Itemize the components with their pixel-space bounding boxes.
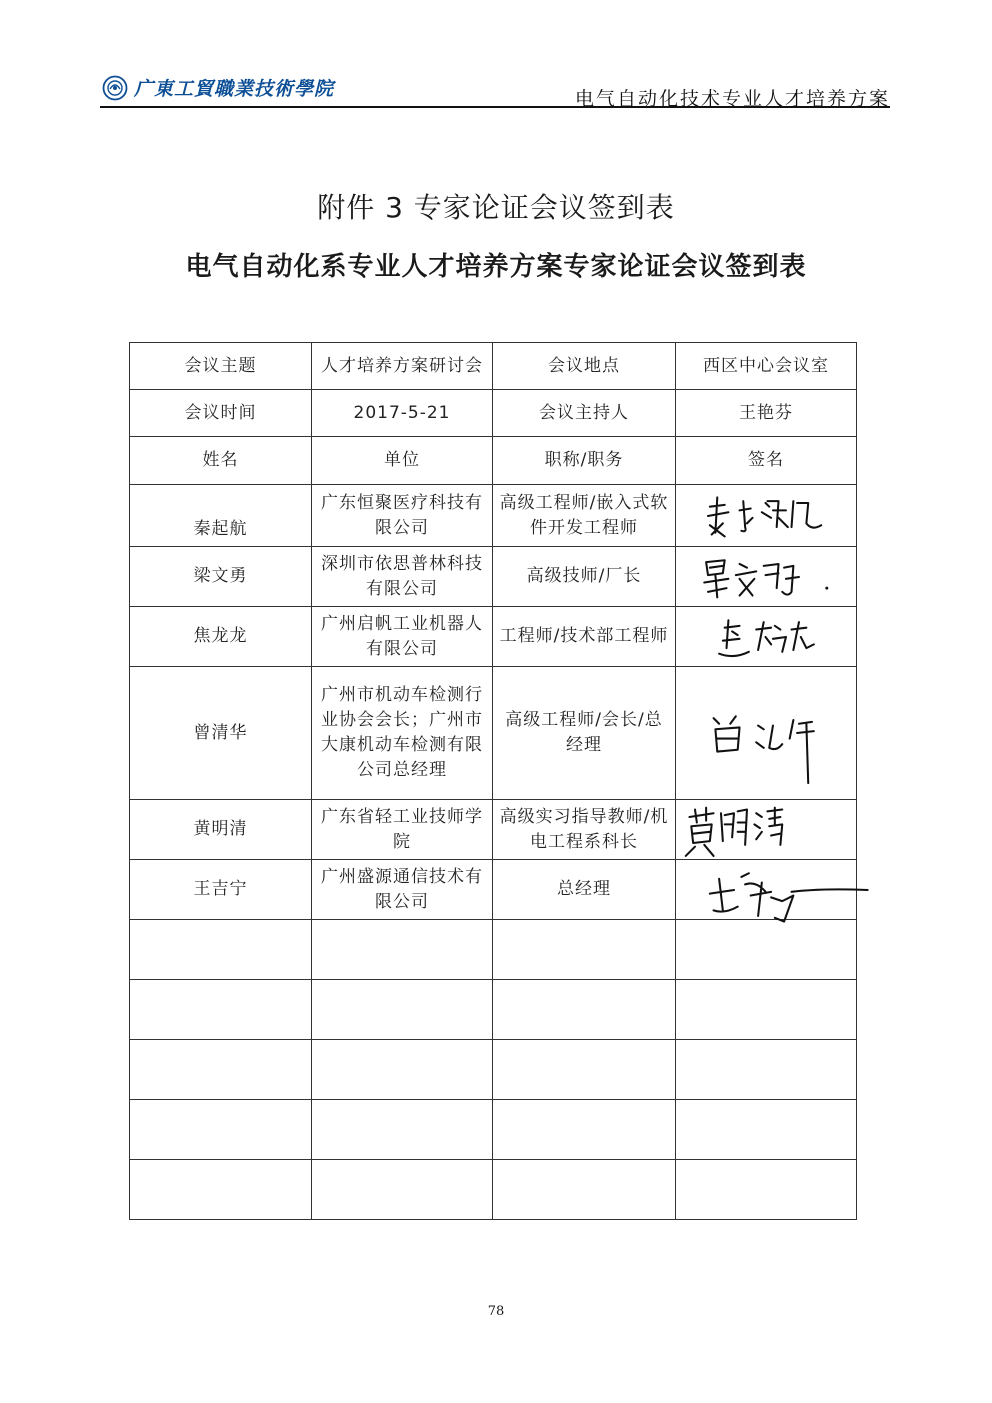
signature	[676, 667, 857, 800]
expert-unit: 广东恒聚医疗科技有限公司	[312, 485, 493, 547]
host-label: 会议主持人	[493, 390, 676, 437]
handwritten-signature	[682, 549, 850, 604]
expert-unit: 广州盛源通信技术有限公司	[312, 860, 493, 920]
expert-row	[130, 547, 857, 607]
column-header-row	[130, 437, 857, 485]
location-value: 西区中心会议室	[676, 343, 857, 390]
sign-in-table	[129, 342, 857, 1220]
empty-row	[130, 920, 857, 980]
header-rule	[100, 106, 890, 108]
expert-title: 高级技师/厂长	[493, 547, 676, 607]
column-header: 姓名	[130, 437, 312, 485]
empty-row	[130, 1040, 857, 1100]
expert-name: 秦起航	[130, 485, 312, 547]
column-header: 单位	[312, 437, 493, 485]
expert-row	[130, 860, 857, 920]
empty-row	[130, 1100, 857, 1160]
plan-title: 电气自动化技术专业人才培养方案	[574, 88, 890, 110]
topic-value: 人才培养方案研讨会	[312, 343, 493, 390]
table-title: 电气自动化系专业人才培养方案专家论证会议签到表	[185, 252, 807, 282]
topic-label: 会议主题	[130, 343, 312, 390]
expert-row	[130, 485, 857, 547]
attachment-title: 附件 3 专家论证会议签到表	[317, 191, 675, 224]
signature	[676, 485, 857, 547]
expert-unit: 广东省轻工业技师学院	[312, 800, 493, 860]
expert-row	[130, 800, 857, 860]
expert-name: 焦龙龙	[130, 607, 312, 667]
expert-title: 高级实习指导教师/机电工程系科长	[493, 800, 676, 860]
expert-row	[130, 607, 857, 667]
meeting-time-row	[130, 390, 857, 437]
expert-title: 总经理	[493, 860, 676, 920]
empty-row	[130, 1160, 857, 1220]
expert-name: 王吉宁	[130, 860, 312, 920]
signature	[676, 800, 857, 860]
column-header: 职称/职务	[493, 437, 676, 485]
school-logo	[102, 74, 334, 101]
signature	[676, 547, 857, 607]
school-name: 广東工貿職業技術學院	[134, 78, 335, 100]
handwritten-signature	[682, 488, 850, 543]
handwritten-signature	[682, 802, 850, 857]
expert-name: 黄明清	[130, 800, 312, 860]
empty-row	[130, 980, 857, 1040]
expert-name: 曾清华	[130, 667, 312, 800]
expert-unit: 广州市机动车检测行业协会会长；广州市大康机动车检测有限公司总经理	[312, 667, 493, 800]
expert-row	[130, 667, 857, 800]
handwritten-signature	[682, 609, 850, 664]
host-value: 王艳芬	[676, 390, 857, 437]
expert-title: 高级工程师/嵌入式软件开发工程师	[493, 485, 676, 547]
handwritten-signature	[682, 862, 850, 917]
time-label: 会议时间	[130, 390, 312, 437]
page-header	[100, 72, 890, 108]
column-header: 签名	[676, 437, 857, 485]
signature	[676, 607, 857, 667]
meeting-topic-row	[130, 343, 857, 390]
expert-name: 梁文勇	[130, 547, 312, 607]
page-number: 78	[487, 1304, 505, 1319]
expert-unit: 广州启帆工业机器人有限公司	[312, 607, 493, 667]
location-label: 会议地点	[493, 343, 676, 390]
time-value: 2017-5-21	[312, 390, 493, 437]
school-emblem-icon	[102, 75, 128, 101]
signature	[676, 860, 857, 920]
expert-title: 高级工程师/会长/总经理	[493, 667, 676, 800]
expert-unit: 深圳市依思普林科技有限公司	[312, 547, 493, 607]
handwritten-signature	[682, 669, 850, 797]
expert-title: 工程师/技术部工程师	[493, 607, 676, 667]
